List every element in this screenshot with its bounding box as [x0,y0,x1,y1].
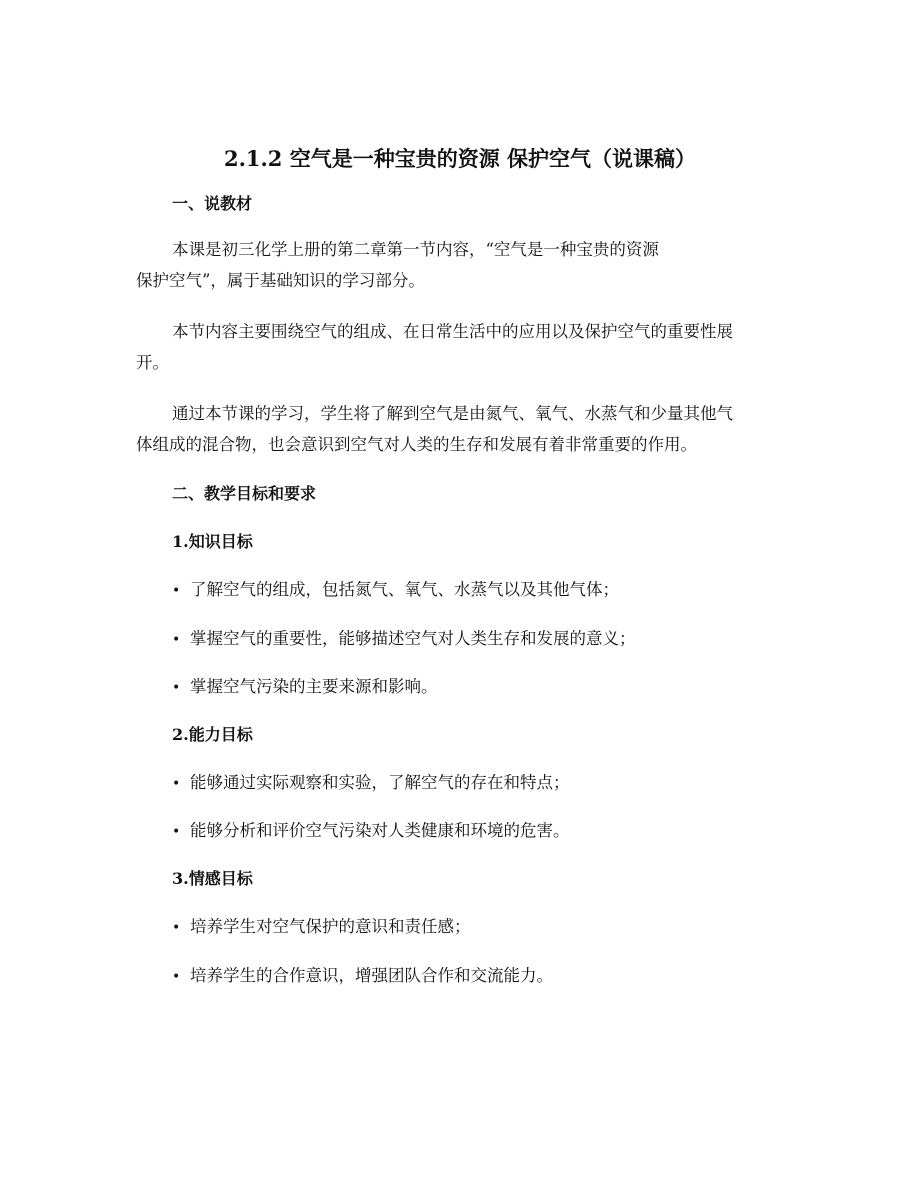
paragraph-1-line-2: 保护空气”，属于基础知识的学习部分。 [136,271,425,290]
paragraph-1-line-1: 本课是初三化学上册的第二章第一节内容，“空气是一种宝贵的资源 [172,240,659,259]
bullet-icon: • [172,583,181,599]
subheading-knowledge-goals: 1.知识目标 [172,532,253,551]
document-title: 2.1.2 空气是一种宝贵的资源 保护空气（说课稿） [223,146,697,171]
list-item: • 能够通过实际观察和实验，了解空气的存在和特点； [172,771,570,796]
paragraph-3 [136,398,786,460]
list-item: • 能够分析和评价空气污染对人类健康和环境的危害。 [172,819,570,844]
paragraph-3-line-1: 通过本节课的学习，学生将了解到空气是由氮气、氧气、水蒸气和少量其他气 [172,404,733,423]
bullet-icon: • [172,920,181,936]
bullet-icon: • [172,969,181,985]
list-item: • 了解空气的组成，包括氮气、氧气、水蒸气以及其他气体； [172,578,619,603]
paragraph-1 [136,234,786,296]
section-heading-goals: 二、教学目标和要求 [172,484,317,503]
paragraph-2 [136,316,786,378]
paragraph-3-line-2: 体组成的混合物，也会意识到空气对人类的生存和发展有着非常重要的作用。 [136,435,697,454]
list-item: • 培养学生对空气保护的意识和责任感； [172,915,471,940]
section-heading-textbook: 一、说教材 [172,194,253,213]
subheading-emotion-goals: 3.情感目标 [172,869,253,888]
list-item: • 掌握空气的重要性，能够描述空气对人类生存和发展的意义； [172,627,636,652]
subheading-ability-goals: 2.能力目标 [172,725,253,744]
list-item: • 掌握空气污染的主要来源和影响。 [172,675,438,700]
paragraph-2-line-2: 开。 [136,353,169,372]
bullet-icon: • [172,632,181,648]
bullet-icon: • [172,680,181,696]
paragraph-2-line-1: 本节内容主要围绕空气的组成、在日常生活中的应用以及保护空气的重要性展 [172,322,733,341]
bullet-icon: • [172,824,181,840]
list-item: • 培养学生的合作意识，增强团队合作和交流能力。 [172,964,553,989]
bullet-icon: • [172,776,181,792]
